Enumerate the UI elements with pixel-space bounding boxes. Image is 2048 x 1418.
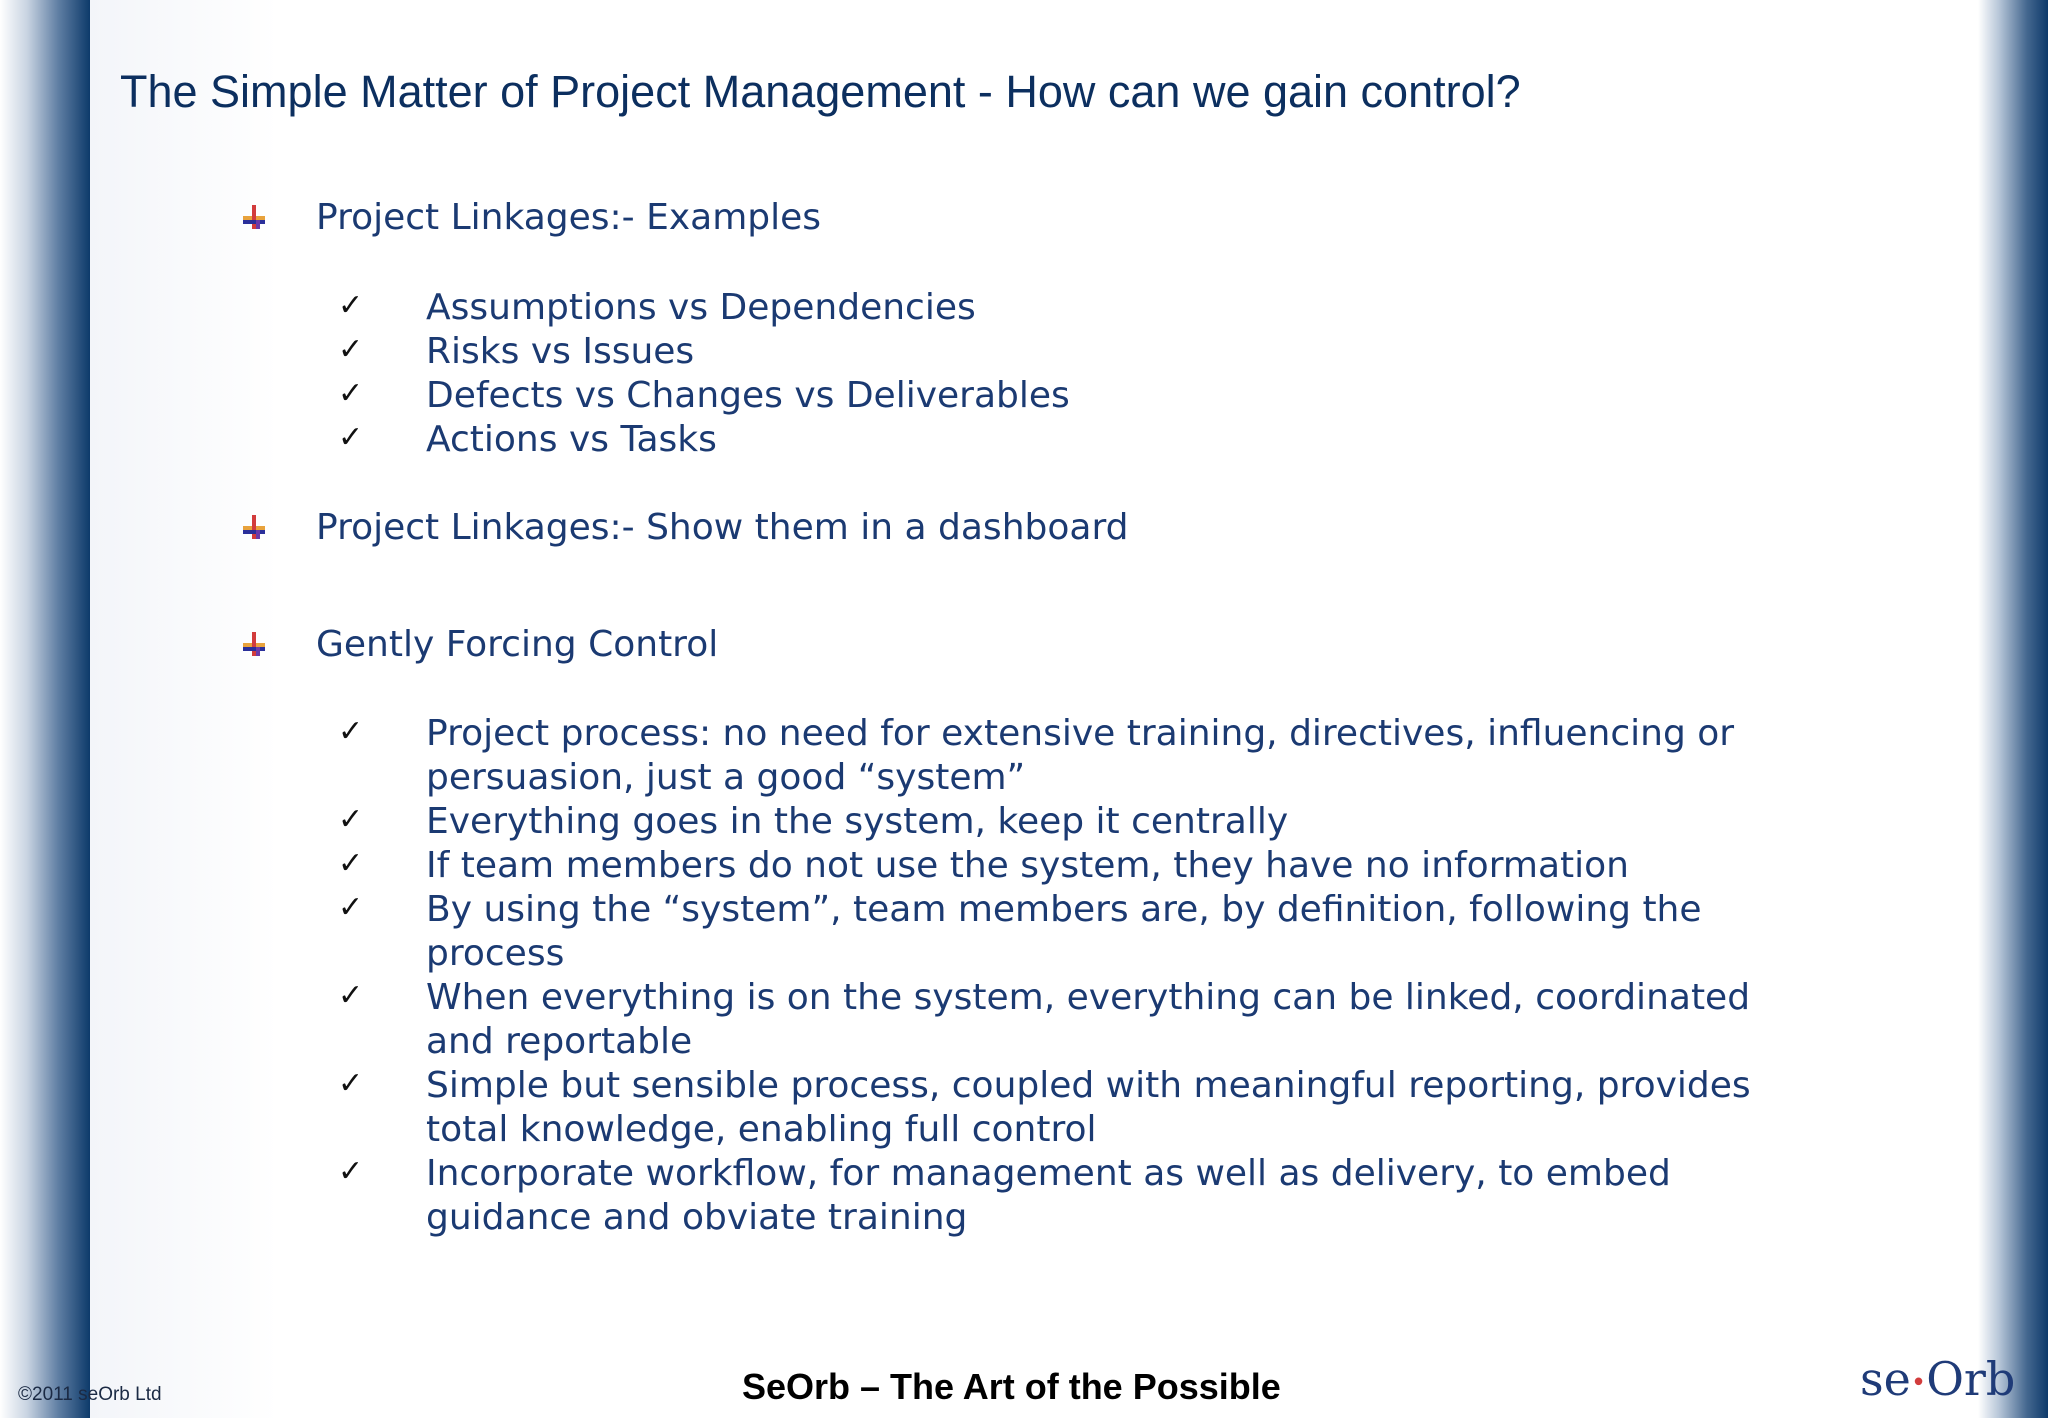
logo-text-left: se	[1860, 1352, 1911, 1406]
list-item: ✓ Everything goes in the system, keep it centrally	[338, 800, 1798, 844]
copyright-notice: ©2011 seOrb Ltd	[18, 1384, 162, 1405]
logo-dot-icon: •	[1910, 1368, 1927, 1398]
list-item: ✓ Simple but sensible process, coupled with meaningful reporting, provides total knowledge, enabling full control	[338, 1064, 1798, 1152]
list-item: ✓ Incorporate workflow, for management as well as delivery, to embed guidance and obviate training	[338, 1152, 1798, 1240]
quad-plus-bullet-icon	[240, 512, 270, 542]
list-item: ✓ When everything is on the system, everything can be linked, coordinated and reportable	[338, 976, 1798, 1064]
list-item: ✓ Assumptions vs Dependencies	[338, 286, 1818, 330]
section-heading-text: Gently Forcing Control	[316, 624, 719, 665]
check-icon: ✓	[338, 846, 364, 881]
check-icon: ✓	[338, 1154, 364, 1189]
list-item: ✓ Defects vs Changes vs Deliverables	[338, 374, 1818, 418]
quad-plus-bullet-icon	[240, 629, 270, 659]
section-heading-text: Project Linkages:- Show them in a dashboard	[316, 507, 1129, 548]
left-decorative-band	[0, 0, 90, 1418]
seorb-logo	[1860, 1352, 2015, 1406]
right-decorative-band	[1978, 0, 2048, 1418]
list-item: ✓ If team members do not use the system, they have no information	[338, 844, 1798, 888]
quad-plus-bullet-icon	[240, 202, 270, 232]
check-icon: ✓	[338, 1066, 364, 1101]
check-icon: ✓	[338, 420, 364, 455]
logo-text-right: Orb	[1926, 1352, 2016, 1406]
check-icon: ✓	[338, 376, 364, 411]
section-heading-text: Project Linkages:- Examples	[316, 197, 822, 238]
check-icon: ✓	[338, 978, 364, 1013]
check-icon: ✓	[338, 802, 364, 837]
footer-tagline: SeOrb – The Art of the Possible	[742, 1366, 1281, 1407]
check-icon: ✓	[338, 332, 364, 367]
list-item: ✓ Risks vs Issues	[338, 330, 1818, 374]
list-item: ✓ Project process: no need for extensive training, directives, influencing or persuasion, just a good “system”	[338, 712, 1798, 800]
check-icon: ✓	[338, 890, 364, 925]
slide-title: The Simple Matter of Project Management - How can we gain control?	[120, 66, 1521, 117]
linkage-examples-list	[338, 286, 1818, 462]
check-icon: ✓	[338, 288, 364, 323]
list-item: ✓ Actions vs Tasks	[338, 418, 1818, 462]
check-icon: ✓	[338, 714, 364, 749]
list-item: ✓ By using the “system”, team members are, by definition, following the process	[338, 888, 1798, 976]
forcing-control-list	[338, 712, 1798, 1240]
